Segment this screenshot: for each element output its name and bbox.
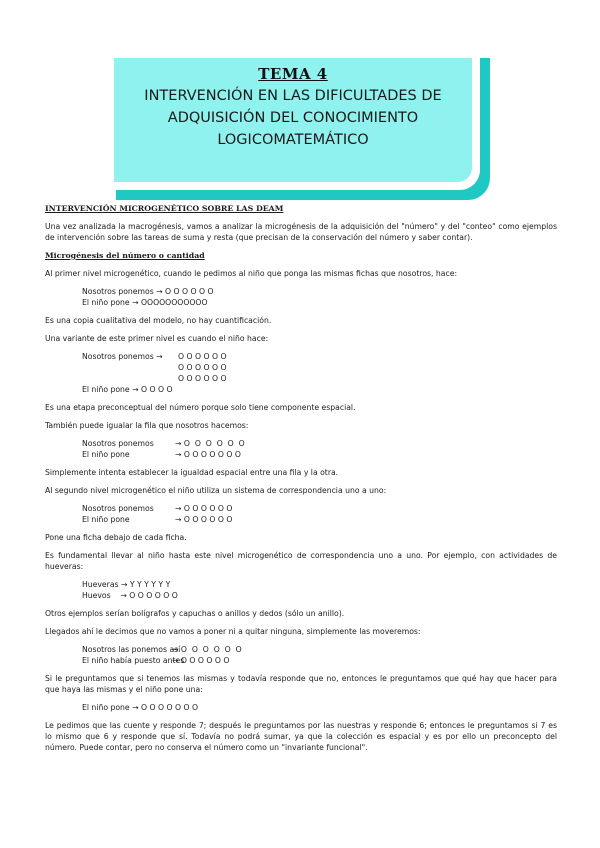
example-value: O O O O O O — [178, 363, 227, 372]
paragraph: Pone una ficha debajo de cada ficha. — [45, 533, 187, 542]
example-value: → O O O O O O — [172, 656, 230, 665]
example-block — [82, 438, 557, 460]
paragraph: Una variante de este primer nivel es cuando el niño hace: — [45, 334, 269, 343]
example-label: Nosotros ponemos → — [82, 352, 166, 361]
paragraph: Es una etapa preconceptual del número porque solo tiene componente espacial. — [45, 403, 356, 412]
example-row — [82, 362, 557, 373]
subtitle-line: ADQUISICIÓN DEL CONOCIMIENTO — [167, 110, 419, 126]
example-row: Hueveras → Y Y Y Y Y Y — [82, 580, 171, 589]
paragraph: También puede igualar la fila que nosotros hacemos: — [45, 421, 249, 430]
example-block — [82, 351, 557, 395]
paragraph: Simplemente intenta establecer la igualdad espacial entre una fila y la otra. — [45, 468, 339, 477]
intro-paragraph: Una vez analizada la macrogénesis, vamos a analizar la microgénesis de la adquisición del "número" y del "conteo" como ejemplos de intervención sobre las tareas de suma y resta (que precisan de la conservación del número y saber contar). — [45, 222, 557, 242]
example-block — [82, 644, 557, 666]
example-value: → O O O O O O — [172, 645, 242, 654]
example-row — [82, 655, 557, 666]
example-row — [82, 438, 557, 449]
example-label: El niño había puesto antes — [82, 656, 185, 665]
document-body — [45, 203, 557, 760]
title-banner — [106, 50, 480, 190]
paragraph: Llegados ahí le decimos que no vamos a poner ni a quitar ninguna, simplemente las moveremos: — [45, 627, 421, 636]
example-block — [82, 579, 557, 601]
example-block — [82, 702, 557, 713]
example-block — [82, 286, 557, 308]
example-row: Huevos → O O O O O O — [82, 591, 178, 600]
example-row — [82, 449, 557, 460]
paragraph: Es fundamental llevar al niño hasta este nivel microgenético de correspondencia uno a uno. Por ejemplo, con actividades de hueveras: — [45, 551, 557, 571]
paragraph: Otros ejemplos serían bolígrafos y capuchas o anillos y dedos (sólo un anillo). — [45, 609, 345, 618]
example-value: O O O O O O — [178, 352, 227, 361]
subtitle-line: INTERVENCIÓN EN LAS DIFICULTADES DE — [144, 88, 442, 104]
example-value: O O O O O O — [178, 374, 227, 383]
example-value: → O O O O O O — [175, 504, 233, 513]
title-banner-inner — [114, 58, 472, 182]
subsection-heading: Microgénesis del número o cantidad — [45, 251, 205, 260]
topic-subtitle — [114, 85, 472, 151]
example-label: Nosotros ponemos — [82, 504, 154, 513]
example-label: El niño pone — [82, 515, 130, 524]
example-value: → O O O O O O — [175, 439, 245, 448]
topic-title: TEMA 4 — [258, 65, 328, 83]
subtitle-line: LOGICOMATEMÁTICO — [217, 132, 369, 148]
example-row — [82, 503, 557, 514]
example-block — [82, 503, 557, 525]
paragraph: Al segundo nivel microgenético el niño utiliza un sistema de correspondencia uno a uno: — [45, 486, 387, 495]
paragraph: Al primer nivel microgenético, cuando le pedimos al niño que ponga las mismas fichas que nosotros, hace: — [45, 269, 458, 278]
example-value: → O O O O O O O — [175, 450, 241, 459]
example-row — [82, 351, 557, 362]
example-row: El niño pone → O O O O O O O — [82, 703, 198, 712]
paragraph: Si le preguntamos que si tenemos las mismas y todavía responde que no, entonces le preguntamos que qué hay que hacer para que haya las mismas y el niño pone una: — [45, 674, 557, 694]
example-row: El niño pone → OOOOOOOOOOO — [82, 298, 208, 307]
example-value: → O O O O O O — [175, 515, 233, 524]
paragraph: Le pedimos que las cuente y responde 7; después le preguntamos por las nuestras y responde 6; entonces le preguntamos si 7 es lo mismo que 6 y responde que sí. Todavía no podrá sumar, ya que la colección es espacial y es por ello un preconcepto del número. Puede contar, pero no conserva el número como un "invariante funcional". — [45, 721, 557, 752]
example-row: Nosotros ponemos → O O O O O O — [82, 287, 214, 296]
example-row — [82, 644, 557, 655]
example-row: El niño pone → O O O O — [82, 385, 173, 394]
example-row — [82, 373, 557, 384]
example-label: El niño pone — [82, 450, 130, 459]
paragraph: Es una copia cualitativa del modelo, no hay cuantificación. — [45, 316, 272, 325]
example-row — [82, 514, 557, 525]
section-heading: INTERVENCIÓN MICROGENÉTICO SOBRE LAS DEAM — [45, 204, 284, 213]
example-label: Nosotros las ponemos así — [82, 645, 181, 654]
example-label: Nosotros ponemos — [82, 439, 154, 448]
